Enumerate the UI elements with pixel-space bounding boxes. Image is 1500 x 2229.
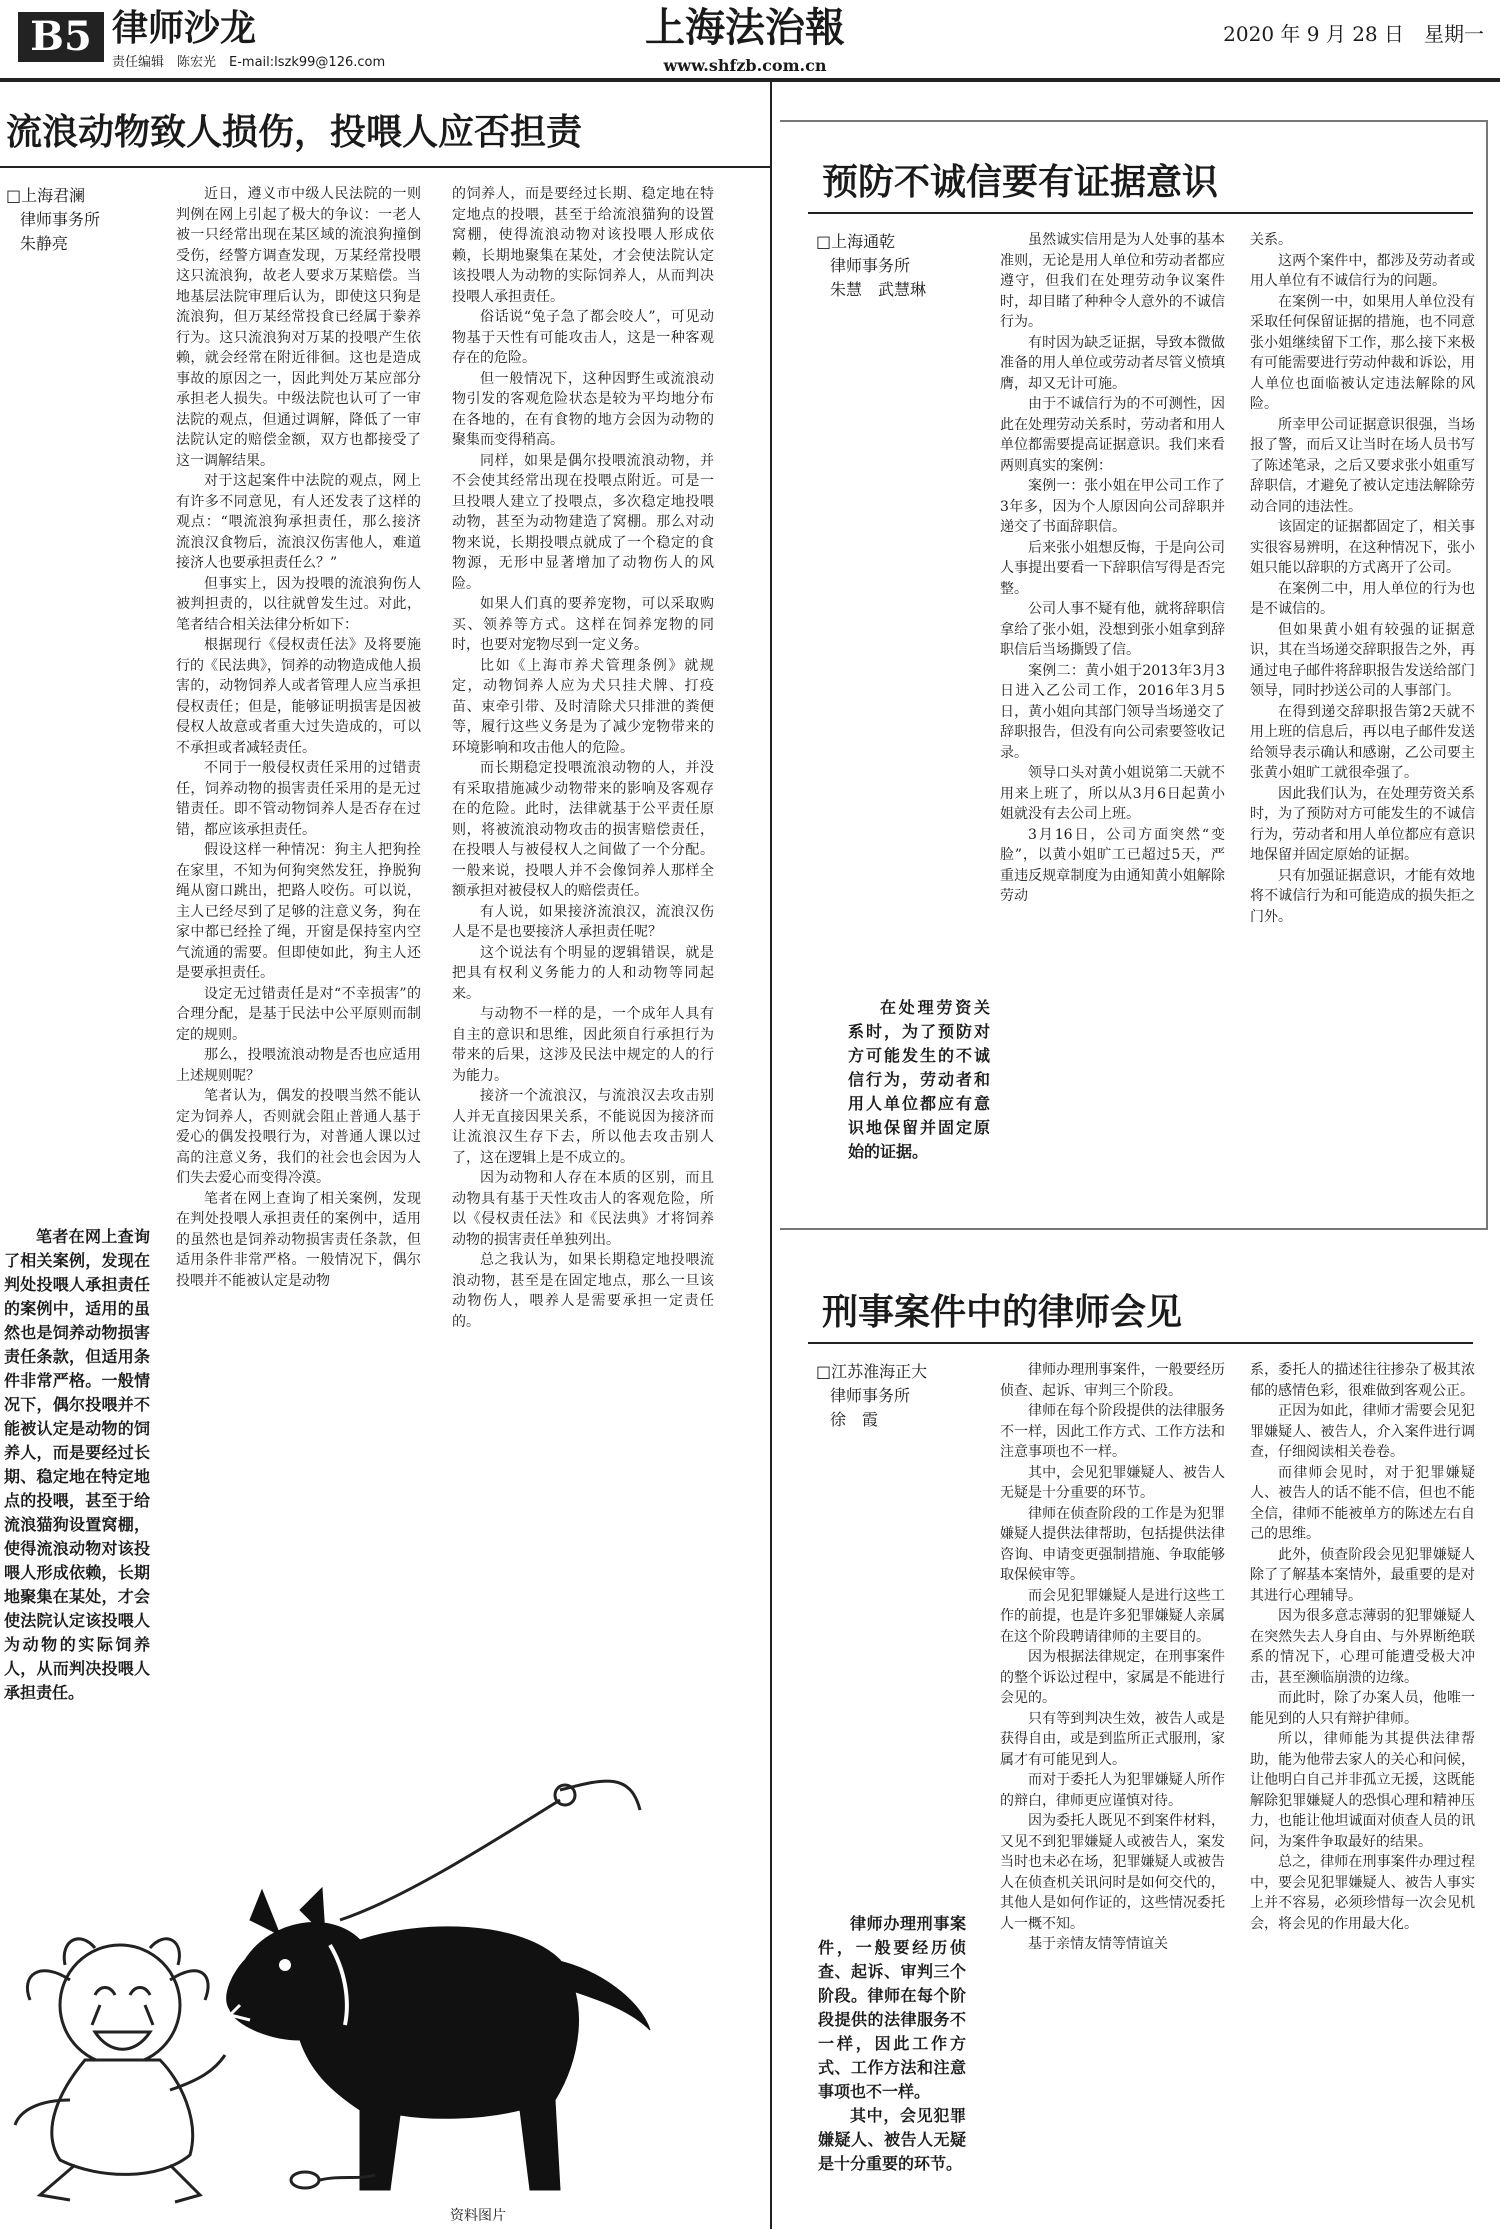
paragraph: 近日，遵义市中级人民法院的一则判例在网上引起了极大的争议：一老人被一只经常出现在某区域的流浪狗撞倒受伤，经警方调查发现，万某经常投喂这只流浪狗，故老人要求万某赔偿。当地基层法院审理后认为，即使这只狗是流浪狗，但万某经常投食已经属于豢养行为。这只流浪狗对万某的投喂产生依赖，就会经常在附近徘徊。这也是造成事故的原因之一，因此判处万某应部分承担老人损失。中级法院也认可了一审法院的观点，但通过调解，降低了一审法院认定的赔偿金额，双方也都接受了这一调解结果。 (176, 186, 421, 469)
paragraph: 系，委托人的描述往往掺杂了极其浓郁的感情色彩，很难做到客观公正。 (1250, 1362, 1475, 1399)
paragraph: 其中，会见犯罪嫌疑人、被告人无疑是十分重要的环节。 (1000, 1464, 1225, 1501)
article1-byline (6, 184, 156, 256)
article3-byline (816, 1360, 996, 1432)
article2-byline (816, 230, 996, 302)
editor-line: 责任编辑 陈宏光 E-mail:lszk99@126.com (112, 55, 386, 70)
article1-title-rule (0, 166, 770, 168)
paragraph: 关系。 (1250, 232, 1292, 248)
pullquote-text: 笔者在网上查询了相关案例，发现在判处投喂人承担责任的案例中，适用的虽然也是饲养动物损害责任条款，但适用条件非常严格。一般情况下，偶尔投喂并不能被认定是动物的饲养人，而是要经过长期、稳定地在特定地点的投喂，甚至于给流浪猫狗设置窝棚，使得流浪动物对该投喂人形成依赖，长期地聚集在某处，才会使法院认定该投喂人为动物的实际饲养人，从而判决投喂人承担责任。 (4, 1227, 150, 1702)
article2-title: 预防不诚信要有证据意识 (822, 162, 1219, 203)
right-top-rule (780, 120, 1488, 122)
pullquote-text: 律师办理刑事案件，一般要经历侦查、起诉、审判三个阶段。律师在每个阶段提供的法律服务不一样，因此工作方式、工作方法和注意事项也不一样。 (818, 1914, 966, 2101)
article2-col1 (1000, 230, 1225, 1215)
paragraph: 但一般情况下，这种因野生或流浪动物引发的客观危险状态是较为平均地分布在各地的，在有食物的地方会因为动物的聚集而变得稍高。 (452, 370, 714, 448)
byline-line: 朱静亮 (20, 234, 69, 253)
paragraph: 而会见犯罪嫌疑人是进行这些工作的前提，也是许多犯罪嫌疑人亲属在这个阶段聘请律师的主要目的。 (1000, 1587, 1225, 1645)
article3-col1 (1000, 1360, 1225, 2225)
paragraph: 所以，律师能为其提供法律帮助，能为他带去家人的关心和问候，让他明白自己并非孤立无援，这既能解除犯罪嫌疑人的恐惧心理和精神压力，也能让他坦诚面对侦查人员的讯问，为案件争取最好的结果。 (1250, 1731, 1475, 1850)
paragraph: 该固定的证据都固定了，相关事实很容易辨明，在这种情况下，张小姐只能以辞职的方式离开了公司。 (1250, 519, 1475, 576)
paragraph: 案例一：张小姐在甲公司工作了3年多，因为个人原因向公司辞职并递交了书面辞职信。 (1000, 478, 1225, 535)
paragraph: 总之，律师在刑事案件办理过程中，要会见犯罪嫌疑人、被告人事实上并不容易，必须珍惜每一次会见机会，将会见的作用最大化。 (1250, 1854, 1475, 1932)
paragraph: 不同于一般侵权责任采用的过错责任，饲养动物的损害责任采用的是无过错责任。即不管动物饲养人是否存在过错，都应该承担责任。 (176, 760, 421, 838)
column-divider (770, 82, 772, 2229)
image-caption: 资料图片 (450, 2208, 506, 2224)
article3-title: 刑事案件中的律师会见 (822, 1292, 1183, 1333)
newspaper-name: 上海法治報 (645, 4, 845, 51)
paragraph: 只有加强证据意识，才能有效地将不诚信行为和可能造成的损失拒之门外。 (1250, 867, 1475, 925)
paragraph: 接济一个流浪汉，与流浪汉去攻击别人并无直接因果关系，不能说因为接济而让流浪汉生存下去，所以他去攻击别人了，这在逻辑上是不成立的。 (452, 1088, 714, 1166)
paragraph: 领导口头对黄小姐说第二天就不用来上班了，所以从3月6日起黄小姐就没有去公司上班。 (1000, 765, 1225, 822)
paragraph: 这个说法有个明显的逻辑错误，就是把具有权利义务能力的人和动物等同起来。 (452, 944, 714, 1002)
paragraph: 而此时，除了办案人员，他唯一能见到的人只有辩护律师。 (1250, 1690, 1475, 1727)
paragraph: 笔者认为，偶发的投喂当然不能认定为饲养人，否则就会阻止普通人基于爱心的偶发投喂行为，对普通人课以过高的注意义务，我们的社会也会因为人们失去爱心而变得冷漠。 (176, 1088, 421, 1186)
paragraph: 而对于委托人为犯罪嫌疑人所作的辩白，律师更应谨慎对待。 (1000, 1772, 1225, 1809)
article2-col2 (1250, 230, 1475, 1215)
paragraph: 笔者在网上查询了相关案例，发现在判处投喂人承担责任的案例中，适用的虽然也是饲养动物损害责任条款，但适用条件非常严格。一般情况下，偶尔投喂并不能被认定是动物 (176, 1190, 421, 1289)
paragraph: 这两个案件中，都涉及劳动者或用人单位有不诚信行为的问题。 (1250, 252, 1475, 289)
paragraph: 基于亲情友情等情谊关 (1028, 1936, 1168, 1952)
paragraph: 与动物不一样的是，一个成年人具有自主的意识和思维，因此须自行承担行为带来的后果，这涉及民法中规定的人的行为能力。 (452, 1006, 714, 1084)
byline-line: 徐 霞 (830, 1410, 879, 1429)
paragraph: 根据现行《侵权责任法》及将要施行的《民法典》，饲养的动物造成他人损害的，动物饲养人或者管理人应当承担侵权责任；但是，能够证明损害是因被侵权人故意或者重大过失造成的，可以不承担或者减轻责任。 (176, 637, 421, 756)
byline-line: □上海君澜 (6, 186, 86, 205)
paragraph: 律师在每个阶段提供的法律服务不一样，因此工作方式、工作方法和注意事项也不一样。 (1000, 1403, 1225, 1460)
paragraph: 只有等到判决生效，被告人或是获得自由，或是到监所正式服刑，家属才有可能见到人。 (1000, 1710, 1225, 1768)
article1-title: 流浪动物致人损伤，投喂人应否担责 (6, 112, 583, 153)
paragraph: 所幸甲公司证据意识很强，当场报了警，而后又让当时在场人员书写了陈述笔录，之后又要求张小姐重写辞职信，才避免了被认定违法解除劳动合同的违法性。 (1250, 416, 1475, 515)
paragraph: 那么，投喂流浪动物是否也应适用上述规则呢？ (176, 1047, 421, 1084)
paragraph: 比如《上海市养犬管理条例》就规定，动物饲养人应为犬只挂犬牌、打疫苗、束牵引带、及时清除犬只排泄的粪便等，履行这些义务是为了减少宠物带来的环境影响和攻击他人的危险。 (452, 657, 714, 756)
paragraph: 设定无过错责任是对“不幸损害”的合理分配，是基于民法中公平原则而制定的规则。 (176, 985, 421, 1043)
paragraph: 俗话说“兔子急了都会咬人”，可见动物基于天性有可能攻击人，这是一种客观存在的危险。 (452, 309, 714, 366)
paragraph: 因为动物和人存在本质的区别，而且动物具有基于天性攻击人的客观危险，所以《侵权责任法》和《民法典》才将饲养动物的损害责任单独列出。 (452, 1170, 714, 1248)
paragraph: 但事实上，因为投喂的流浪狗伤人被判担责的，以往就曾发生过。对此，笔者结合相关法律分析如下： (176, 575, 421, 633)
paragraph: 因为很多意志薄弱的犯罪嫌疑人在突然失去人身自由、与外界断绝联系的情况下，心理可能遭受极大冲击，甚至濒临崩溃的边缘。 (1250, 1608, 1475, 1686)
paragraph: 因为委托人既见不到案件材料，又见不到犯罪嫌疑人或被告人，案发当时也未必在场，犯罪嫌疑人或被告人在侦查机关讯问时是如何交代的，其他人是如何作证的，这些情况委托人一概不知。 (1000, 1813, 1225, 1932)
paragraph: 有人说，如果接济流浪汉，流浪汉伤人是不是也要接济人承担责任呢？ (452, 903, 714, 940)
right-mid-rule (780, 1228, 1488, 1230)
byline-line: 律师事务所 (20, 210, 101, 229)
byline-line: 朱慧 武慧琳 (830, 280, 927, 299)
paragraph: 律师办理刑事案件，一般要经历侦查、起诉、审判三个阶段。 (1000, 1362, 1225, 1399)
paragraph: 后来张小姐想反悔，于是向公司人事提出要看一下辞职信写得是否完整。 (1000, 539, 1225, 597)
page-number-badge: B5 (18, 12, 104, 62)
paragraph: 但如果黄小姐有较强的证据意识，其在当场递交辞职报告之外，再通过电子邮件将辞职报告发送给部门领导，同时抄送公司的人事部门。 (1250, 621, 1475, 699)
article1-col1 (176, 184, 421, 1704)
right-edge-rule (1486, 120, 1488, 1228)
paragraph: 假设这样一种情况：狗主人把狗拴在家里，不知为何狗突然发狂，挣脱狗绳从窗口跳出，把路人咬伤。可以说，主人已经尽到了足够的注意义务，狗在家中都已经拴了绳，开窗是保持室内空气流通的需要。但即使如此，狗主人还是要承担责任。 (176, 842, 421, 981)
article3-col2 (1250, 1360, 1475, 2225)
paragraph: 正因为如此，律师才需要会见犯罪嫌疑人、被告人，介入案件进行调查，仔细阅读相关卷卷。 (1250, 1403, 1475, 1460)
illustration-girl-and-dog (0, 1770, 760, 2210)
paragraph: 对于这起案件中法院的观点，网上有许多不同意见，有人还发表了这样的观点：“喂流浪狗承担责任，那么接济流浪汉食物后，流浪汉伤害他人，难道接济人也要承担责任么？” (176, 473, 421, 571)
paragraph: 虽然诚实信用是为人处事的基本准则，无论是用人单位和劳动者都应遵守，但我们在处理劳动争议案件时，却目睹了种种令人意外的不诚信行为。 (1000, 232, 1225, 330)
article1-pullquote (4, 1225, 150, 1705)
paragraph: 公司人事不疑有他，就将辞职信拿给了张小姐，没想到张小姐拿到辞职信后当场撕毁了信。 (1000, 601, 1225, 658)
pullquote-text: 其中，会见犯罪嫌疑人、被告人无疑是十分重要的环节。 (818, 2106, 966, 2173)
issue-date: 2020 年 9 月 28 日 星期一 (1223, 22, 1484, 46)
paragraph: 有时因为缺乏证据，导致本微做准备的用人单位或劳动者尽管义愤填膺，却又无计可施。 (1000, 334, 1225, 392)
paragraph: 由于不诚信行为的不可测性，因此在处理劳动关系时，劳动者和用人单位都需要提高证据意识。我们来看两则真实的案例： (1000, 396, 1225, 474)
byline-line: 律师事务所 (830, 256, 911, 275)
dog-eye (279, 1959, 291, 1971)
article3-title-rule (808, 1342, 1473, 1344)
paragraph: 此外，侦查阶段会见犯罪嫌疑人除了了解基本案情外，最重要的是对其进行心理辅导。 (1250, 1546, 1475, 1604)
paragraph: 在案例二中，用人单位的行为也是不诚信的。 (1250, 580, 1475, 617)
byline-line: □江苏淮海正大 (816, 1362, 928, 1381)
article2-pullquote (848, 996, 990, 1164)
paragraph: 律师在侦查阶段的工作是为犯罪嫌疑人提供法律帮助，包括提供法律咨询、申请变更强制措施、争取能够取保候审等。 (1000, 1505, 1225, 1583)
paragraph: 3月16日，公司方面突然“变脸”，以黄小姐旷工已超过5天，严重违反规章制度为由通知黄小姐解除劳动 (1000, 826, 1225, 904)
paragraph: 总之我认为，如果长期稳定地投喂流浪动物，甚至是在固定地点，那么一旦该动物伤人，喂养人是需要承担一定责任的。 (452, 1252, 714, 1330)
newspaper-url[interactable]: www.shfzb.com.cn (663, 56, 827, 75)
paragraph: 而长期稳定投喂流浪动物的人，并没有采取措施减少动物带来的影响及客观存在的危险。此时，法律就基于公平责任原则，将被流浪动物攻击的损害赔偿责任，在投喂人与被侵权人之间做了一个分配。一般来说，投喂人并不会像饲养人那样全额承担对被侵权人的赔偿责任。 (452, 760, 714, 899)
byline-line: 律师事务所 (830, 1386, 911, 1405)
paragraph: 因此我们认为，在处理劳资关系时，为了预防对方可能发生的不诚信行为，劳动者和用人单位都应有意识地保留并固定原始的证据。 (1250, 785, 1475, 863)
article2-title-rule (808, 212, 1473, 214)
paragraph: 而律师会见时，对于犯罪嫌疑人、被告人的话不能不信，但也不能全信，律师不能被单方的陈述左右自己的思维。 (1250, 1464, 1475, 1542)
article3-pullquote (818, 1912, 966, 2176)
pullquote-text: 在处理劳资关系时，为了预防对方可能发生的不诚信行为，劳动者和用人单位都应有意识地保留并固定原始的证据。 (848, 998, 990, 1161)
paragraph: 在案例一中，如果用人单位没有采取任何保留证据的措施，也不同意张小姐继续留下工作，那么接下来极有可能需要进行劳动仲裁和诉讼，用人单位也面临被认定违法解除的风险。 (1250, 293, 1475, 412)
article1-col2 (452, 184, 714, 1704)
paragraph: 同样，如果是偶尔投喂流浪动物，并不会使其经常出现在投喂点附近。可是一旦投喂人建立了投喂点，多次稳定地投喂动物，甚至为动物建造了窝棚。那么对动物来说，长期投喂点就成了一个稳定的食物源，无形中显著增加了动物伤人的风险。 (452, 452, 714, 592)
paragraph: 如果人们真的要养宠物，可以采取购买、领养等方式。这样在饲养宠物的同时，也要对宠物尽到一定义务。 (452, 596, 714, 653)
byline-line: □上海通乾 (816, 232, 896, 251)
masthead-rule (0, 78, 1500, 82)
paragraph: 因为根据法律规定，在刑事案件的整个诉讼过程中，家属是不能进行会见的。 (1000, 1649, 1225, 1706)
paragraph: 的饲养人，而是要经过长期、稳定地在特定地点的投喂，甚至于给流浪猫狗的设置窝棚，使得流浪动物对该投喂人形成依赖，长期地聚集在某处，才会使法院认定该投喂人为动物的实际饲养人，从而判决投喂人承担责任。 (452, 186, 714, 305)
section-name: 律师沙龙 (112, 7, 257, 49)
paragraph: 在得到递交辞职报告第2天就不用上班的信息后，再以电子邮件发送给领导表示确认和感谢，乙公司要主张黄小姐旷工就很牵强了。 (1250, 703, 1475, 781)
paragraph: 案例二：黄小姐于2013年3月3日进入乙公司工作，2016年3月5日，黄小姐向其部门领导当场递交了辞职报告，但没有向公司索要签收记录。 (1000, 662, 1225, 761)
